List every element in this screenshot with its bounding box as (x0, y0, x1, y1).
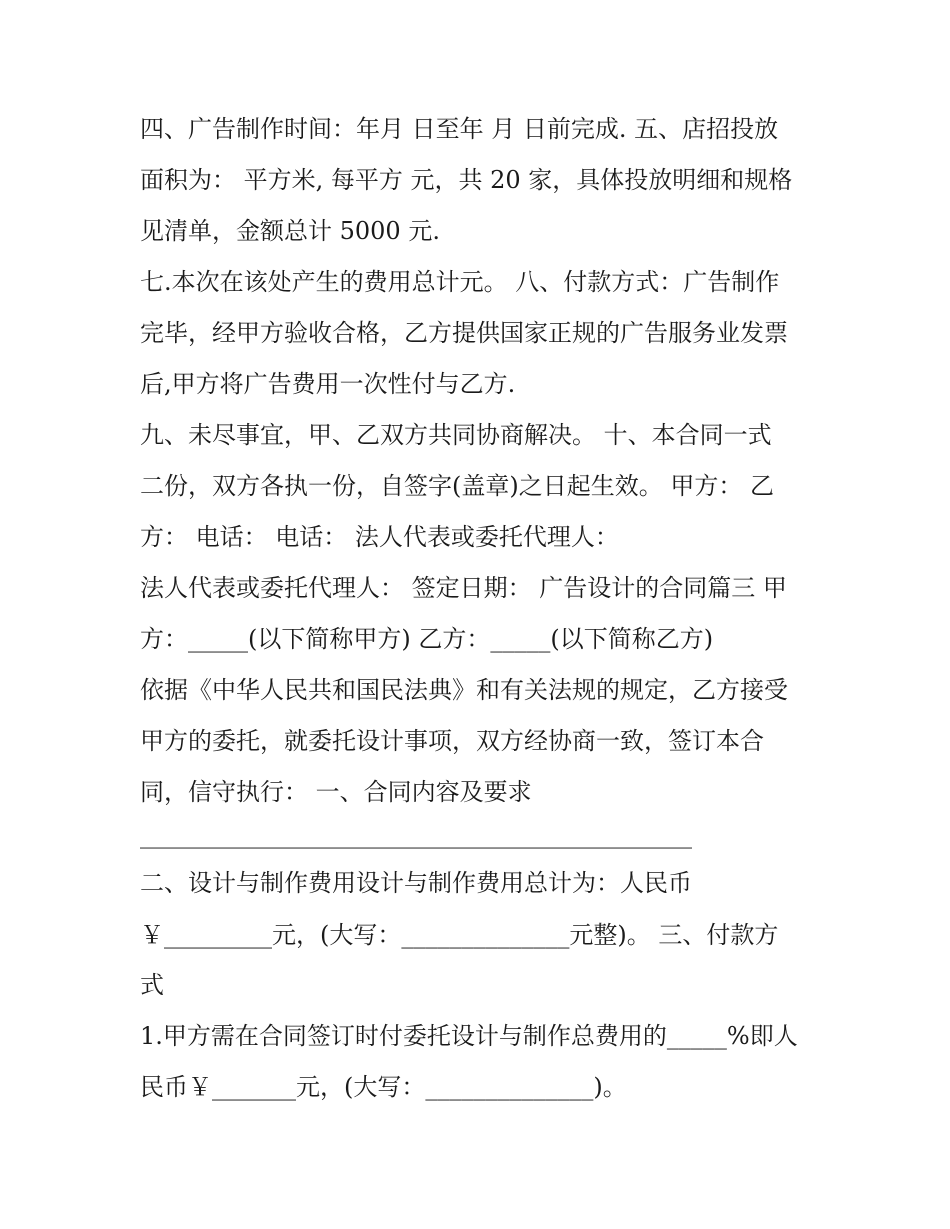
text-line-6: 后,甲方将广告费用一次性付与乙方. (140, 370, 516, 398)
text-line-10: 法人代表或委托代理人： 签定日期： 广告设计的合同篇三 甲 (140, 574, 787, 602)
text-line-19: 民币￥_______元，(大写：______________)。 (140, 1073, 627, 1101)
text-line-15: 二、设计与制作费用设计与制作费用总计为：人民币 (140, 869, 692, 897)
text-line-13: 甲方的委托，就委托设计事项，双方经协商一致，签订本合 (140, 727, 764, 755)
text-line-4: 七.本次在该处产生的费用总计元。 八、付款方式：广告制作 (140, 268, 780, 296)
text-line-17: 式 (140, 971, 164, 999)
text-line-8: 二份，双方各执一份，自签字(盖章)之日起生效。 甲方： 乙 (140, 472, 774, 500)
text-line-18: 1.甲方需在合同签订时付委托设计与制作总费用的_____%即人 (140, 1022, 798, 1050)
text-line-1: 四、广告制作时间：年月 日至年 月 日前完成. 五、店招投放 (140, 115, 779, 143)
underline-blank: ______________________________________________ (140, 821, 692, 849)
text-line-14: 同，信守执行： 一、合同内容及要求 (140, 778, 532, 806)
text-line-16: ￥_________元，(大写：______________元整)。 三、付款方 (140, 921, 779, 949)
text-line-9: 方： 电话： 电话： 法人代表或委托代理人： (140, 523, 619, 551)
text-line-11: 方：_____(以下简称甲方) 乙方：_____(以下简称乙方) (140, 625, 714, 653)
text-line-5: 完毕，经甲方验收合格，乙方提供国家正规的广告服务业发票 (140, 319, 788, 347)
text-line-3: 见清单，金额总计 5000 元. (140, 217, 440, 245)
text-line-7: 九、未尽事宜，甲、乙双方共同协商解决。 十、本合同一式 (140, 421, 772, 449)
text-line-12: 依据《中华人民共和国民法典》和有关法规的规定，乙方接受 (140, 676, 788, 704)
text-line-2: 面积为： 平方米, 每平方 元，共 20 家，具体投放明细和规格 (140, 166, 793, 194)
